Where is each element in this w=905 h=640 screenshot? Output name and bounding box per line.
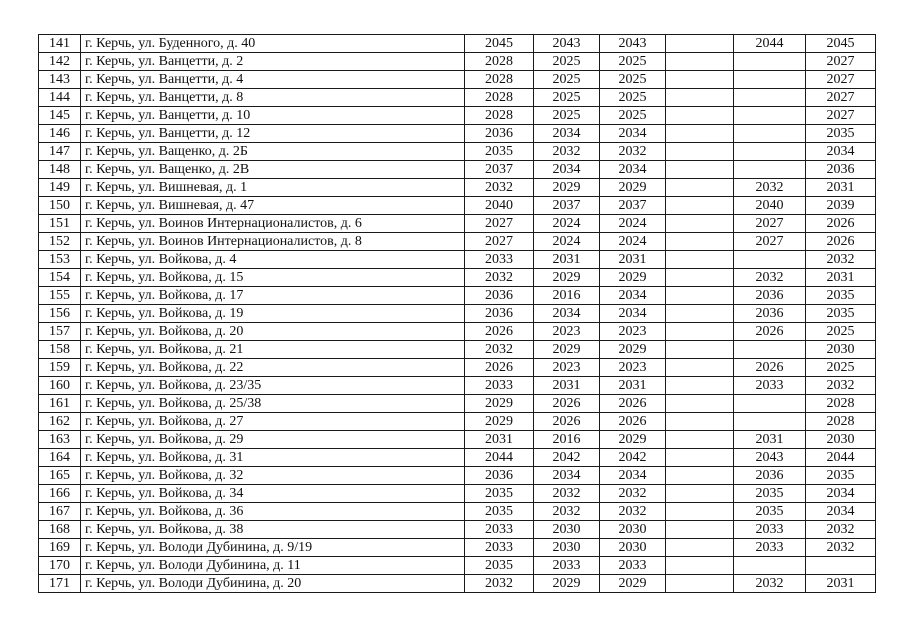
year-cell-6: 2039 <box>806 197 876 215</box>
year-cell-2: 2026 <box>534 395 600 413</box>
table-row <box>39 287 876 305</box>
address-cell: г. Керчь, ул. Воинов Интернационалистов, д. 6 <box>81 215 465 233</box>
address-cell: г. Керчь, ул. Ванцетти, д. 2 <box>81 53 465 71</box>
address-cell: г. Керчь, ул. Воинов Интернационалистов, д. 8 <box>81 233 465 251</box>
year-cell-3: 2031 <box>600 377 666 395</box>
year-cell-2: 2016 <box>534 287 600 305</box>
year-cell-4 <box>666 467 734 485</box>
year-cell-2: 2034 <box>534 125 600 143</box>
year-cell-6: 2031 <box>806 269 876 287</box>
year-cell-1: 2036 <box>465 467 534 485</box>
table-row <box>39 431 876 449</box>
row-number-cell: 164 <box>39 449 81 467</box>
year-cell-4 <box>666 35 734 53</box>
table-row <box>39 467 876 485</box>
year-cell-4 <box>666 71 734 89</box>
address-cell: г. Керчь, ул. Войкова, д. 17 <box>81 287 465 305</box>
table-row <box>39 377 876 395</box>
year-cell-5: 2026 <box>734 359 806 377</box>
year-cell-2: 2034 <box>534 467 600 485</box>
address-cell: г. Керчь, ул. Войкова, д. 31 <box>81 449 465 467</box>
table-row <box>39 395 876 413</box>
year-cell-4 <box>666 503 734 521</box>
year-cell-4 <box>666 485 734 503</box>
year-cell-5: 2036 <box>734 287 806 305</box>
year-cell-3: 2030 <box>600 539 666 557</box>
year-cell-2: 2023 <box>534 359 600 377</box>
year-cell-3: 2026 <box>600 413 666 431</box>
year-cell-6: 2027 <box>806 89 876 107</box>
table-row <box>39 53 876 71</box>
year-cell-3: 2025 <box>600 89 666 107</box>
year-cell-2: 2029 <box>534 269 600 287</box>
year-cell-1: 2033 <box>465 377 534 395</box>
year-cell-2: 2032 <box>534 143 600 161</box>
address-cell: г. Керчь, ул. Ващенко, д. 2В <box>81 161 465 179</box>
row-number-cell: 151 <box>39 215 81 233</box>
year-cell-3: 2029 <box>600 269 666 287</box>
year-cell-5: 2033 <box>734 377 806 395</box>
row-number-cell: 144 <box>39 89 81 107</box>
year-cell-5: 2026 <box>734 323 806 341</box>
year-cell-1: 2035 <box>465 557 534 575</box>
row-number-cell: 168 <box>39 521 81 539</box>
year-cell-5 <box>734 161 806 179</box>
year-cell-2: 2024 <box>534 233 600 251</box>
year-cell-4 <box>666 215 734 233</box>
year-cell-2: 2031 <box>534 377 600 395</box>
row-number-cell: 162 <box>39 413 81 431</box>
year-cell-1: 2045 <box>465 35 534 53</box>
year-cell-4 <box>666 449 734 467</box>
year-cell-2: 2034 <box>534 305 600 323</box>
year-cell-3: 2024 <box>600 233 666 251</box>
table-row <box>39 233 876 251</box>
year-cell-1: 2027 <box>465 233 534 251</box>
year-cell-5: 2036 <box>734 305 806 323</box>
year-cell-2: 2043 <box>534 35 600 53</box>
year-cell-1: 2035 <box>465 143 534 161</box>
year-cell-5: 2036 <box>734 467 806 485</box>
row-number-cell: 148 <box>39 161 81 179</box>
year-cell-6: 2035 <box>806 467 876 485</box>
row-number-cell: 166 <box>39 485 81 503</box>
table-body <box>39 35 876 593</box>
address-cell: г. Керчь, ул. Войкова, д. 22 <box>81 359 465 377</box>
address-cell: г. Керчь, ул. Войкова, д. 23/35 <box>81 377 465 395</box>
year-cell-1: 2033 <box>465 521 534 539</box>
year-cell-6: 2034 <box>806 503 876 521</box>
year-cell-1: 2032 <box>465 179 534 197</box>
year-cell-6 <box>806 557 876 575</box>
year-cell-5 <box>734 107 806 125</box>
year-cell-4 <box>666 53 734 71</box>
year-cell-3: 2033 <box>600 557 666 575</box>
year-cell-2: 2023 <box>534 323 600 341</box>
year-cell-4 <box>666 377 734 395</box>
table-row <box>39 179 876 197</box>
year-cell-5: 2040 <box>734 197 806 215</box>
year-cell-2: 2029 <box>534 179 600 197</box>
table-row <box>39 215 876 233</box>
year-cell-6: 2032 <box>806 251 876 269</box>
table-row <box>39 125 876 143</box>
year-cell-6: 2032 <box>806 539 876 557</box>
year-cell-3: 2025 <box>600 53 666 71</box>
year-cell-3: 2030 <box>600 521 666 539</box>
year-cell-1: 2036 <box>465 125 534 143</box>
year-cell-2: 2025 <box>534 71 600 89</box>
year-cell-1: 2032 <box>465 269 534 287</box>
row-number-cell: 147 <box>39 143 81 161</box>
year-cell-4 <box>666 89 734 107</box>
year-cell-6: 2036 <box>806 161 876 179</box>
year-cell-2: 2030 <box>534 521 600 539</box>
year-cell-3: 2032 <box>600 143 666 161</box>
year-cell-3: 2034 <box>600 125 666 143</box>
year-cell-6: 2026 <box>806 233 876 251</box>
year-cell-4 <box>666 359 734 377</box>
year-cell-6: 2035 <box>806 305 876 323</box>
year-cell-3: 2023 <box>600 323 666 341</box>
row-number-cell: 154 <box>39 269 81 287</box>
address-cell: г. Керчь, ул. Войкова, д. 36 <box>81 503 465 521</box>
year-cell-3: 2034 <box>600 305 666 323</box>
table-row <box>39 269 876 287</box>
year-cell-1: 2027 <box>465 215 534 233</box>
year-cell-6: 2025 <box>806 359 876 377</box>
year-cell-6: 2031 <box>806 179 876 197</box>
year-cell-3: 2029 <box>600 575 666 593</box>
address-cell: г. Керчь, ул. Войкова, д. 21 <box>81 341 465 359</box>
year-cell-6: 2035 <box>806 287 876 305</box>
year-cell-5 <box>734 341 806 359</box>
table-row <box>39 251 876 269</box>
address-cell: г. Керчь, ул. Войкова, д. 4 <box>81 251 465 269</box>
year-cell-2: 2024 <box>534 215 600 233</box>
row-number-cell: 153 <box>39 251 81 269</box>
address-cell: г. Керчь, ул. Ванцетти, д. 10 <box>81 107 465 125</box>
year-cell-3: 2029 <box>600 179 666 197</box>
year-cell-4 <box>666 431 734 449</box>
year-cell-6: 2028 <box>806 413 876 431</box>
year-cell-5 <box>734 89 806 107</box>
row-number-cell: 171 <box>39 575 81 593</box>
year-cell-2: 2033 <box>534 557 600 575</box>
year-cell-3: 2037 <box>600 197 666 215</box>
address-cell: г. Керчь, ул. Вишневая, д. 1 <box>81 179 465 197</box>
address-cell: г. Керчь, ул. Володи Дубинина, д. 20 <box>81 575 465 593</box>
year-cell-5: 2032 <box>734 179 806 197</box>
row-number-cell: 145 <box>39 107 81 125</box>
year-cell-5: 2027 <box>734 215 806 233</box>
year-cell-5 <box>734 395 806 413</box>
year-cell-5 <box>734 557 806 575</box>
table-row <box>39 503 876 521</box>
table-row <box>39 305 876 323</box>
year-cell-4 <box>666 107 734 125</box>
year-cell-5: 2027 <box>734 233 806 251</box>
table-row <box>39 89 876 107</box>
year-cell-1: 2033 <box>465 539 534 557</box>
table-row <box>39 521 876 539</box>
year-cell-3: 2029 <box>600 431 666 449</box>
year-cell-4 <box>666 341 734 359</box>
year-cell-2: 2025 <box>534 53 600 71</box>
year-cell-3: 2032 <box>600 485 666 503</box>
year-cell-1: 2028 <box>465 53 534 71</box>
table-row <box>39 575 876 593</box>
row-number-cell: 161 <box>39 395 81 413</box>
year-cell-6: 2032 <box>806 521 876 539</box>
year-cell-1: 2028 <box>465 71 534 89</box>
year-cell-3: 2032 <box>600 503 666 521</box>
address-cell: г. Керчь, ул. Войкова, д. 27 <box>81 413 465 431</box>
address-cell: г. Керчь, ул. Войкова, д. 25/38 <box>81 395 465 413</box>
year-cell-2: 2029 <box>534 341 600 359</box>
year-cell-5 <box>734 143 806 161</box>
year-cell-4 <box>666 197 734 215</box>
year-cell-1: 2035 <box>465 485 534 503</box>
year-cell-6: 2025 <box>806 323 876 341</box>
year-cell-5: 2044 <box>734 35 806 53</box>
year-cell-1: 2040 <box>465 197 534 215</box>
table-row <box>39 557 876 575</box>
year-cell-4 <box>666 575 734 593</box>
row-number-cell: 157 <box>39 323 81 341</box>
year-cell-1: 2044 <box>465 449 534 467</box>
year-cell-6: 2032 <box>806 377 876 395</box>
address-cell: г. Керчь, ул. Ващенко, д. 2Б <box>81 143 465 161</box>
year-cell-4 <box>666 521 734 539</box>
row-number-cell: 150 <box>39 197 81 215</box>
year-cell-3: 2023 <box>600 359 666 377</box>
year-cell-4 <box>666 179 734 197</box>
table-row <box>39 35 876 53</box>
address-cell: г. Керчь, ул. Володи Дубинина, д. 9/19 <box>81 539 465 557</box>
address-cell: г. Керчь, ул. Войкова, д. 29 <box>81 431 465 449</box>
year-cell-4 <box>666 143 734 161</box>
address-cell: г. Керчь, ул. Ванцетти, д. 4 <box>81 71 465 89</box>
year-cell-4 <box>666 287 734 305</box>
year-cell-5 <box>734 53 806 71</box>
address-cell: г. Керчь, ул. Войкова, д. 34 <box>81 485 465 503</box>
year-cell-5 <box>734 71 806 89</box>
year-cell-1: 2026 <box>465 359 534 377</box>
table-row <box>39 143 876 161</box>
table-row <box>39 71 876 89</box>
address-cell: г. Керчь, ул. Войкова, д. 15 <box>81 269 465 287</box>
year-cell-6: 2030 <box>806 341 876 359</box>
row-number-cell: 146 <box>39 125 81 143</box>
year-cell-1: 2036 <box>465 287 534 305</box>
year-cell-5 <box>734 125 806 143</box>
year-cell-4 <box>666 395 734 413</box>
year-cell-5 <box>734 413 806 431</box>
row-number-cell: 158 <box>39 341 81 359</box>
year-cell-3: 2042 <box>600 449 666 467</box>
address-cell: г. Керчь, ул. Вишневая, д. 47 <box>81 197 465 215</box>
year-cell-1: 2033 <box>465 251 534 269</box>
year-cell-3: 2034 <box>600 161 666 179</box>
address-cell: г. Керчь, ул. Ванцетти, д. 12 <box>81 125 465 143</box>
year-cell-2: 2030 <box>534 539 600 557</box>
year-cell-1: 2026 <box>465 323 534 341</box>
year-cell-5: 2032 <box>734 269 806 287</box>
year-cell-5: 2035 <box>734 485 806 503</box>
address-cell: г. Керчь, ул. Володи Дубинина, д. 11 <box>81 557 465 575</box>
year-cell-3: 2034 <box>600 467 666 485</box>
address-cell: г. Керчь, ул. Войкова, д. 38 <box>81 521 465 539</box>
year-cell-6: 2026 <box>806 215 876 233</box>
year-cell-6: 2044 <box>806 449 876 467</box>
year-cell-2: 2029 <box>534 575 600 593</box>
year-cell-1: 2037 <box>465 161 534 179</box>
year-cell-4 <box>666 305 734 323</box>
year-cell-5: 2035 <box>734 503 806 521</box>
year-cell-4 <box>666 161 734 179</box>
year-cell-2: 2032 <box>534 503 600 521</box>
year-cell-6: 2027 <box>806 53 876 71</box>
year-cell-6: 2030 <box>806 431 876 449</box>
year-cell-4 <box>666 413 734 431</box>
table-row <box>39 449 876 467</box>
table-row <box>39 359 876 377</box>
year-cell-4 <box>666 269 734 287</box>
row-number-cell: 155 <box>39 287 81 305</box>
address-cell: г. Керчь, ул. Ванцетти, д. 8 <box>81 89 465 107</box>
row-number-cell: 169 <box>39 539 81 557</box>
address-cell: г. Керчь, ул. Войкова, д. 19 <box>81 305 465 323</box>
year-cell-3: 2026 <box>600 395 666 413</box>
year-cell-1: 2032 <box>465 575 534 593</box>
year-cell-4 <box>666 539 734 557</box>
year-cell-3: 2024 <box>600 215 666 233</box>
year-cell-5: 2033 <box>734 539 806 557</box>
year-cell-5: 2043 <box>734 449 806 467</box>
row-number-cell: 149 <box>39 179 81 197</box>
year-cell-6: 2035 <box>806 125 876 143</box>
address-cell: г. Керчь, ул. Буденного, д. 40 <box>81 35 465 53</box>
table-row <box>39 485 876 503</box>
year-cell-2: 2042 <box>534 449 600 467</box>
table-row <box>39 341 876 359</box>
year-cell-5: 2032 <box>734 575 806 593</box>
year-cell-1: 2036 <box>465 305 534 323</box>
table-row <box>39 413 876 431</box>
year-cell-1: 2031 <box>465 431 534 449</box>
year-cell-6: 2027 <box>806 71 876 89</box>
year-cell-2: 2025 <box>534 107 600 125</box>
year-cell-2: 2031 <box>534 251 600 269</box>
row-number-cell: 170 <box>39 557 81 575</box>
row-number-cell: 141 <box>39 35 81 53</box>
row-number-cell: 163 <box>39 431 81 449</box>
year-cell-5: 2033 <box>734 521 806 539</box>
year-cell-5: 2031 <box>734 431 806 449</box>
year-cell-1: 2035 <box>465 503 534 521</box>
year-cell-6: 2045 <box>806 35 876 53</box>
year-cell-2: 2025 <box>534 89 600 107</box>
year-cell-2: 2037 <box>534 197 600 215</box>
row-number-cell: 159 <box>39 359 81 377</box>
year-cell-3: 2034 <box>600 287 666 305</box>
year-cell-4 <box>666 557 734 575</box>
year-cell-1: 2028 <box>465 89 534 107</box>
year-cell-6: 2034 <box>806 485 876 503</box>
year-cell-4 <box>666 233 734 251</box>
row-number-cell: 143 <box>39 71 81 89</box>
year-cell-6: 2028 <box>806 395 876 413</box>
table-row <box>39 107 876 125</box>
year-cell-4 <box>666 251 734 269</box>
year-cell-2: 2016 <box>534 431 600 449</box>
row-number-cell: 165 <box>39 467 81 485</box>
year-cell-6: 2031 <box>806 575 876 593</box>
year-cell-2: 2032 <box>534 485 600 503</box>
year-cell-6: 2034 <box>806 143 876 161</box>
year-cell-3: 2025 <box>600 107 666 125</box>
year-cell-2: 2034 <box>534 161 600 179</box>
table-row <box>39 539 876 557</box>
table-row <box>39 161 876 179</box>
document-table <box>38 34 876 593</box>
row-number-cell: 142 <box>39 53 81 71</box>
address-cell: г. Керчь, ул. Войкова, д. 32 <box>81 467 465 485</box>
year-cell-4 <box>666 125 734 143</box>
row-number-cell: 156 <box>39 305 81 323</box>
year-cell-3: 2031 <box>600 251 666 269</box>
year-cell-3: 2043 <box>600 35 666 53</box>
year-cell-1: 2029 <box>465 413 534 431</box>
year-cell-1: 2029 <box>465 395 534 413</box>
year-cell-4 <box>666 323 734 341</box>
row-number-cell: 160 <box>39 377 81 395</box>
year-cell-1: 2032 <box>465 341 534 359</box>
year-cell-3: 2029 <box>600 341 666 359</box>
table-row <box>39 323 876 341</box>
year-cell-1: 2028 <box>465 107 534 125</box>
table-row <box>39 197 876 215</box>
year-cell-5 <box>734 251 806 269</box>
row-number-cell: 167 <box>39 503 81 521</box>
year-cell-6: 2027 <box>806 107 876 125</box>
year-cell-2: 2026 <box>534 413 600 431</box>
row-number-cell: 152 <box>39 233 81 251</box>
year-cell-3: 2025 <box>600 71 666 89</box>
address-cell: г. Керчь, ул. Войкова, д. 20 <box>81 323 465 341</box>
